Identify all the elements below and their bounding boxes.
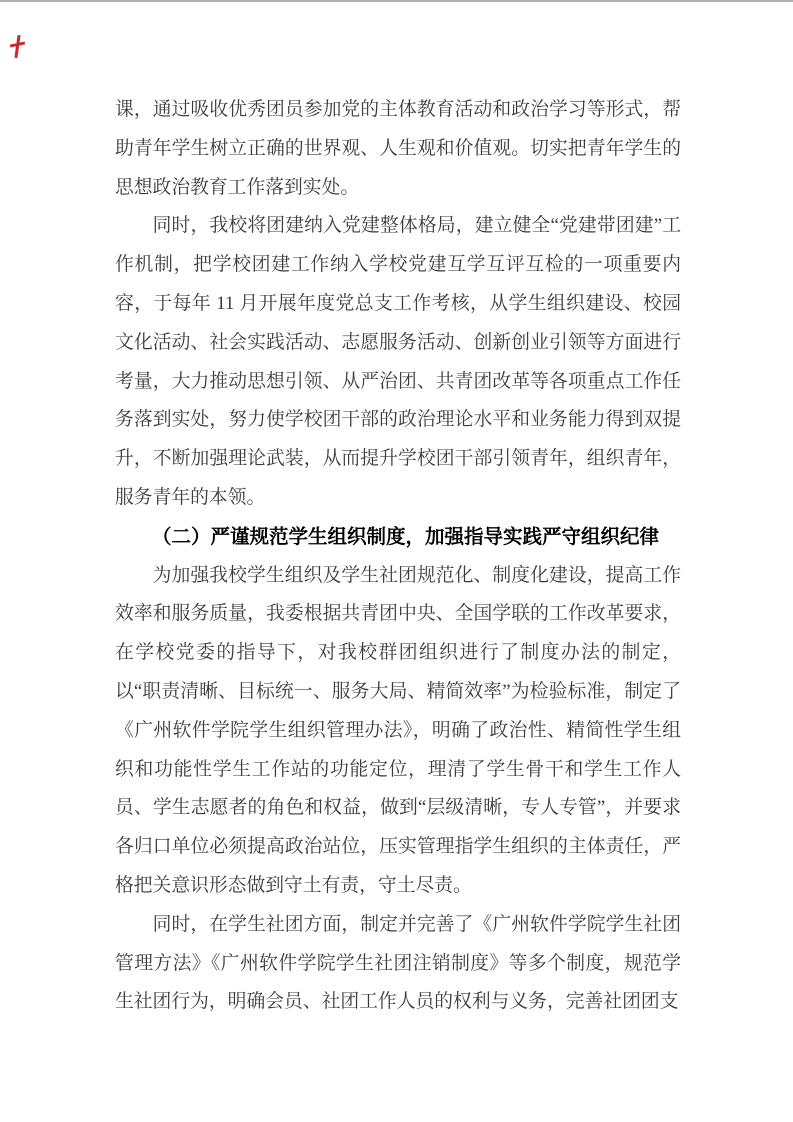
document-text-block — [115, 91, 681, 1022]
paragraph: 为加强我校学生组织及学生社团规范化、制度化建设，提高工作效率和服务质量，我委根据共青团中央、全国学联的工作改革要求，在学校党委的指导下，对我校群团组织进行了制度办法的制定，以“职责清晰、目标统一、服务大局、精简效率”为检验标准，制定了《广州软件学院学生组织管理办法》，明确了政治性、精简性学生组织和功能性学生工作站的功能定位，理清了学生骨干和学生工作人员、学生志愿者的角色和权益，做到“层级清晰，专人专管”，并要求各归口单位必须提高政治站位，压实管理指学生组织的主体责任，严格把关意识形态做到守土有责，守土尽责。 — [115, 564, 681, 896]
section-heading: （二）严谨规范学生组织制度，加强指导实践严守组织纪律 — [152, 525, 660, 548]
paragraph: 同时，在学生社团方面，制定并完善了《广州软件学院学生社团管理方法》《广州软件学院学生社团注销制度》等多个制度，规范学生社团行为，明确会员、社团工作人员的权利与义务，完善社团团支 — [115, 913, 681, 1013]
red-stamp-mark — [9, 34, 26, 59]
paragraph-continuation: 课，通过吸收优秀团员参加党的主体教育活动和政治学习等形式，帮助青年学生树立正确的世界观、人生观和价值观。切实把青年学生的思想政治教育工作落到实处。 — [115, 99, 681, 198]
paragraph: 同时，我校将团建纳入党建整体格局，建立健全“党建带团建”工作机制，把学校团建工作纳入学校党建互学互评互检的一项重要内容，于每年 11 月开展年度党总支工作考核，从学生组织建设、校园文化活动、社会实践活动、志愿服务活动、创新创业引领等方面进行考量，大力推动思想引领、从严治团、共青团改革等各项重点工作任务落到实处，努力使学校团干部的政治理论水平和业务能力得到双提升，不断加强理论武装，从而提升学校团干部引领青年，组织青年，服务青年的本领。 — [115, 215, 681, 508]
